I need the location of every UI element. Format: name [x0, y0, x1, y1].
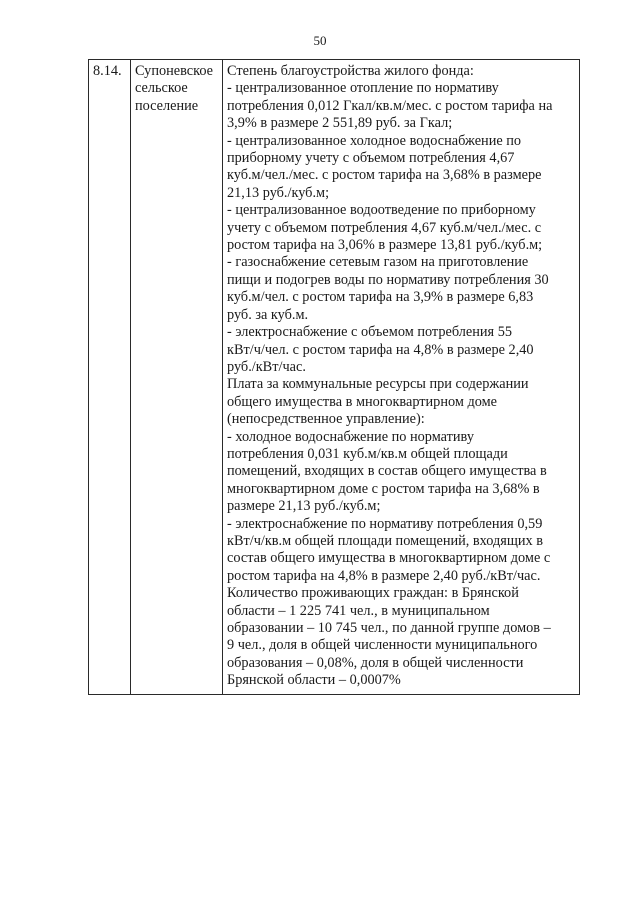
description-line: области – 1 225 741 чел., в муниципальном — [227, 602, 490, 619]
description-line: 21,13 руб./куб.м; — [227, 184, 330, 201]
description-line: 3,9% в размере 2 551,89 руб. за Гкал; — [227, 115, 453, 132]
description-line: учету с объемом потребления 4,67 куб.м/чел./мес. с — [227, 219, 542, 236]
description-line: пищи и подогрев воды по нормативу потребления 30 — [227, 271, 549, 288]
description-line: Плата за коммунальные ресурсы при содержании — [227, 376, 529, 393]
description-line: - холодное водоснабжение по нормативу — [227, 428, 474, 445]
settlement-name-line: поселение — [135, 97, 199, 114]
description-line: - газоснабжение сетевым газом на приготовление — [227, 254, 529, 271]
description-line: Брянской области – 0,0007% — [227, 672, 401, 689]
settlement-name-line: сельское — [135, 80, 188, 97]
description-line: - централизованное холодное водоснабжение по — [227, 132, 522, 149]
tariff-description — [223, 60, 580, 695]
description-line: - электроснабжение по нормативу потребления 0,59 — [227, 515, 543, 532]
description-line: кВт/ч/чел. с ростом тарифа на 4,8% в размере 2,40 — [227, 341, 534, 358]
description-line: куб.м/чел. с ростом тарифа на 3,9% в размере 6,83 — [227, 289, 534, 306]
description-line: образовании – 10 745 чел., по данной группе домов – — [227, 620, 551, 636]
description-line: ростом тарифа на 3,06% в размере 13,81 руб./куб.м; — [227, 237, 543, 254]
description-line: состав общего имущества в многоквартирном доме с — [227, 550, 551, 567]
description-line: - централизованное водоотведение по приборному — [227, 202, 536, 219]
row-number: 8.14. — [89, 60, 131, 695]
description-line: куб.м/чел./мес. с ростом тарифа на 3,68% в размере — [227, 167, 542, 184]
description-line: потребления 0,031 куб.м/кв.м общей площади — [227, 445, 508, 462]
table-row — [89, 60, 580, 695]
description-line: - электроснабжение с объемом потребления 55 — [227, 324, 512, 341]
description-line: помещений, входящих в состав общего имущества в — [227, 463, 547, 480]
tariff-table — [88, 59, 580, 695]
description-line: (непосредственное управление): — [227, 411, 425, 428]
description-line: потребления 0,012 Гкал/кв.м/мес. с ростом тарифа на — [227, 97, 553, 114]
description-line: 9 чел., доля в общей численности муниципального — [227, 637, 538, 654]
description-line: руб. за куб.м. — [227, 306, 309, 323]
description-line: - централизованное отопление по нормативу — [227, 80, 499, 97]
description-line: ростом тарифа на 4,8% в размере 2,40 руб./кВт/час. — [227, 567, 541, 584]
description-line: общего имущества в многоквартирном доме — [227, 393, 498, 410]
description-line: образования – 0,08%, доля в общей численности — [227, 654, 524, 671]
description-line: Степень благоустройства жилого фонда: — [227, 63, 474, 79]
description-line: кВт/ч/кв.м общей площади помещений, входящих в — [227, 532, 543, 549]
description-line: руб./кВт/час. — [227, 358, 306, 375]
settlement-name-line: Супоневское — [135, 63, 214, 79]
description-line: многоквартирном доме с ростом тарифа на 3,68% в — [227, 480, 540, 497]
settlement-name — [131, 60, 223, 695]
page-number: 50 — [313, 33, 327, 48]
description-line: Количество проживающих граждан: в Брянской — [227, 585, 519, 602]
description-line: приборному учету с объемом потребления 4,67 — [227, 150, 515, 167]
description-line: размере 21,13 руб./куб.м; — [227, 498, 381, 515]
